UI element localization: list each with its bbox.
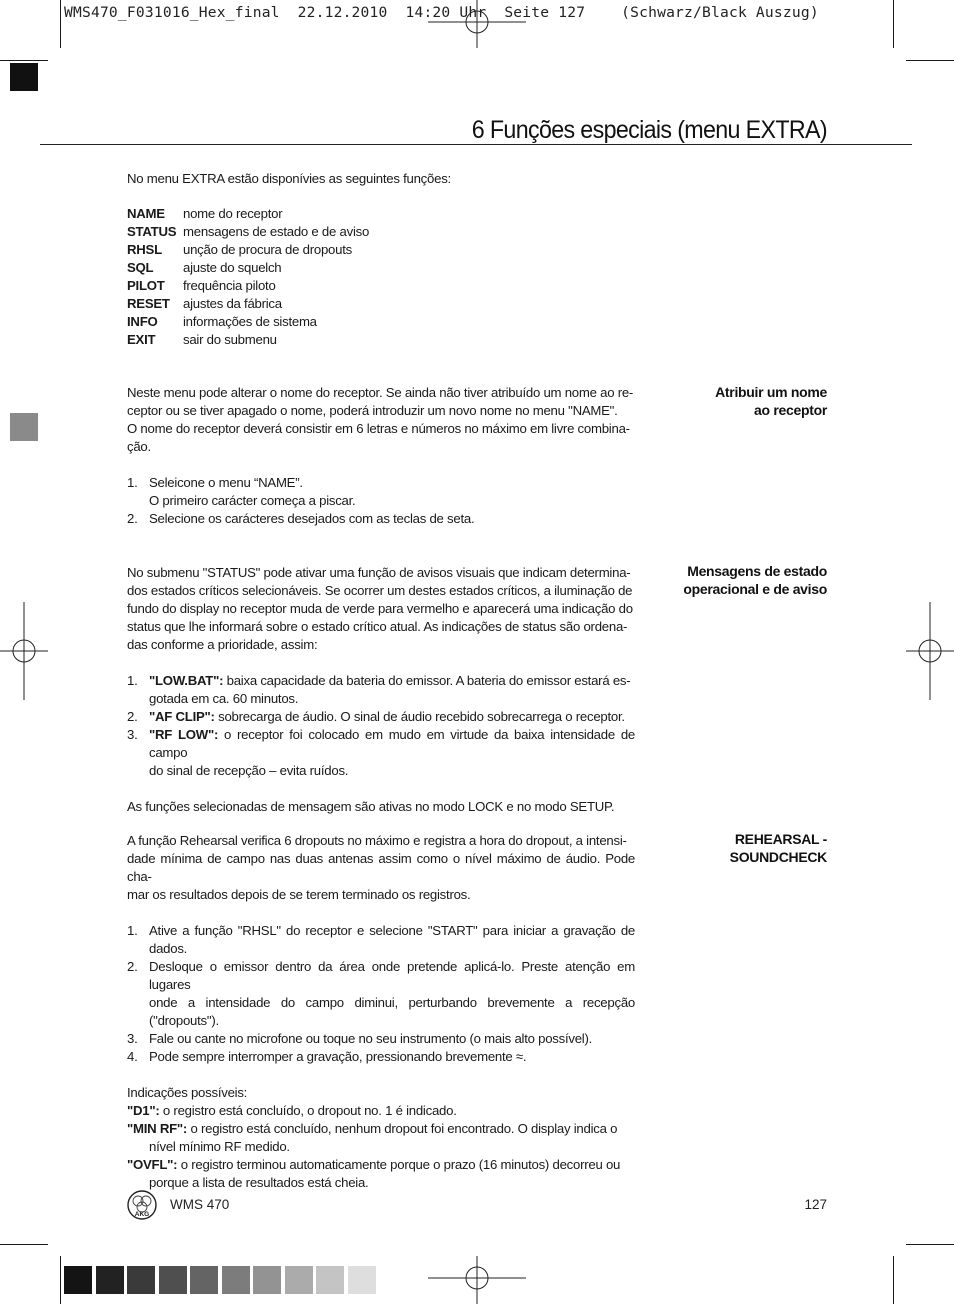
paragraph-line: ção. [127,439,151,454]
chapter-tab-marker [10,63,38,91]
crop-mark [0,1244,48,1245]
list-line: sobrecarga de áudio. O sinal de áudio recebido sobrecarrega o receptor. [214,709,625,724]
section-heading-rehearsal [640,831,827,866]
list-number: 1. [127,673,138,688]
paragraph-line: O nome do receptor deverá consistir em 6 letras e números no máximo em livre combina- [127,421,630,436]
logo-text: AKG [134,1211,150,1218]
section-heading-line: Atribuir um nome [715,384,827,400]
function-key: RESET [127,296,170,311]
page-title: 6 Funções especiais (menu EXTRA) [471,116,827,144]
color-swatch [348,1266,376,1294]
registration-mark-icon [428,0,526,48]
function-row [127,277,369,295]
paragraph-line: mar os resultados depois de se terem terminado os registros. [127,887,471,902]
indication-item [127,1120,635,1156]
function-row [127,331,369,349]
name-section-text [127,384,635,528]
page-number: 127 [804,1197,827,1212]
list-number: 1. [127,923,138,938]
list-item [127,672,635,708]
list-line: Seleicone o menu “NAME”. [149,475,303,490]
section-heading-line: Mensagens de estado [687,563,827,579]
color-swatch [127,1266,155,1294]
paragraph-line: No submenu "STATUS" pode ativar uma função de avisos visuais que indicam determina- [127,565,631,580]
function-desc: ajustes da fábrica [183,296,282,311]
status-note: As funções selecionadas de mensagem são ativas no modo LOCK e no modo SETUP. [127,799,615,814]
list-number: 2. [127,709,138,724]
list-line: Selecione os carácteres desejados com as teclas de seta. [149,511,475,526]
function-desc: ajuste do squelch [183,260,282,275]
function-row [127,205,369,223]
crop-mark [893,0,894,48]
registration-mark-icon [428,1256,526,1304]
product-name: WMS 470 [170,1197,230,1212]
name-steps-list [127,474,635,528]
function-desc: nome do receptor [183,206,283,221]
function-row [127,295,369,313]
section-heading-name [640,384,827,419]
status-label: "AF CLIP": [149,709,215,724]
function-row [127,313,369,331]
list-number: 1. [127,475,138,490]
status-items-list [127,672,635,780]
crop-mark [0,60,48,61]
indication-text: nível mínimo RF medido. [149,1139,290,1154]
crop-mark [906,60,954,61]
paragraph-line: fundo do display no receptor muda de verde para vermelho e aparecerá uma indicação do [127,601,633,616]
section-heading-line: ao receptor [754,401,827,418]
intro-text: No menu EXTRA estão disponívies as seguintes funções: [127,171,451,186]
rehearsal-section-text [127,832,635,1192]
registration-mark-icon [0,602,48,700]
color-swatch [222,1266,250,1294]
list-item [127,510,635,528]
section-heading-line: operacional e de aviso [683,580,827,597]
indication-label: "D1": [127,1103,160,1118]
paragraph-line: Neste menu pode alterar o nome do receptor. Se ainda não tiver atribuído um nome ao re- [127,385,634,400]
list-item [127,708,635,726]
rehearsal-steps-list [127,922,635,1066]
paragraph-line: das conforme a prioridade, assim: [127,637,318,652]
paragraph-line: A função Rehearsal verifica 6 dropouts no máximo e registra a hora do dropout, a intensi- [127,833,627,848]
function-key: STATUS [127,224,177,239]
status-section-text [127,564,635,816]
color-swatch [285,1266,313,1294]
list-line: Ative a função "RHSL" do receptor e selecione "START" para iniciar a gravação de dados. [149,923,635,956]
indication-label: "OVFL": [127,1157,178,1172]
list-number: 2. [127,959,138,974]
paragraph-line: dos estados críticos selecionáveis. Se ocorrer um destes estados críticos, a iluminação de [127,583,633,598]
color-swatch [316,1266,344,1294]
function-key: INFO [127,314,158,329]
section-heading-line: SOUNDCHECK [729,848,827,865]
print-slug-line: WMS470_F031016_Hex_final 22.12.2010 14:20 Uhr Seite 127 (Schwarz/Black Auszug) [64,4,819,21]
indications-label: Indicações possíveis: [127,1085,248,1100]
color-swatch [64,1266,92,1294]
list-item [127,474,635,510]
function-desc: unção de procura de dropouts [183,242,352,257]
indication-text: porque a lista de resultados está cheia. [149,1175,369,1190]
function-key: SQL [127,260,154,275]
crop-mark [60,0,61,48]
function-key: RHSL [127,242,162,257]
registration-mark-icon [906,602,954,700]
crop-mark [893,1256,894,1304]
section-heading-status [640,563,827,598]
crop-mark [60,1256,61,1304]
list-line: o receptor foi colocado em mudo em virtude da baixa intensidade de campo [149,727,635,760]
indication-item [127,1102,635,1120]
indication-label: "MIN RF": [127,1121,188,1136]
list-item [127,922,635,958]
paragraph-line: dade mínima de campo nas duas antenas assim como o nível máximo de áudio. Pode cha- [127,851,635,884]
list-number: 2. [127,511,138,526]
list-number: 3. [127,727,138,742]
function-desc: frequência piloto [183,278,276,293]
color-swatch [96,1266,124,1294]
color-swatch [253,1266,281,1294]
function-list [127,205,369,349]
color-swatch [159,1266,187,1294]
list-line: Desloque o emissor dentro da área onde pretende aplicá-lo. Preste atenção em lugares [149,959,635,992]
list-item [127,958,635,1030]
function-row [127,241,369,259]
indication-item [127,1156,635,1192]
function-desc: sair do submenu [183,332,277,347]
function-desc: informações de sistema [183,314,317,329]
indication-text: o registro está concluído, o dropout no. 1 é indicado. [159,1103,457,1118]
function-row [127,223,369,241]
crop-mark [906,1244,954,1245]
list-number: 4. [127,1049,138,1064]
indication-text: o registro terminou automaticamente porque o prazo (16 minutos) decorreu ou [177,1157,621,1172]
language-tab-marker [10,413,38,441]
list-line: Pode sempre interromper a gravação, pressionando brevemente ≈. [149,1049,527,1064]
color-swatch [190,1266,218,1294]
list-line: Fale ou cante no microfone ou toque no seu instrumento (o mais alto possível). [149,1031,593,1046]
status-label: "LOW.BAT": [149,673,224,688]
paragraph-line: ceptor ou se tiver apagado o nome, poderá introduzir um novo nome no menu "NAME". [127,403,618,418]
title-divider [40,144,912,145]
list-line: onde a intensidade do campo diminui, perturbando brevemente a recepção ("dropouts"). [149,995,635,1028]
list-item [127,1030,635,1048]
indication-text: o registro está concluído, nenhum dropout foi encontrado. O display indica o [187,1121,618,1136]
function-row [127,259,369,277]
akg-logo [127,1190,157,1220]
list-line: gotada em ca. 60 minutos. [149,691,299,706]
function-key: EXIT [127,332,156,347]
status-label: "RF LOW": [149,727,219,742]
paragraph-line: status que lhe informará sobre o estado crítico atual. As indicações de status são ordena- [127,619,628,634]
list-line: do sinal de recepção – evita ruídos. [149,763,349,778]
function-key: PILOT [127,278,165,293]
list-item [127,1048,635,1066]
list-number: 3. [127,1031,138,1046]
list-line: O primeiro carácter começa a piscar. [149,493,356,508]
function-key: NAME [127,206,165,221]
list-line: baixa capacidade da bateria do emissor. A bateria do emissor estará es- [223,673,631,688]
list-item [127,726,635,780]
section-heading-line: REHEARSAL - [734,831,827,847]
function-desc: mensagens de estado e de aviso [183,224,370,239]
